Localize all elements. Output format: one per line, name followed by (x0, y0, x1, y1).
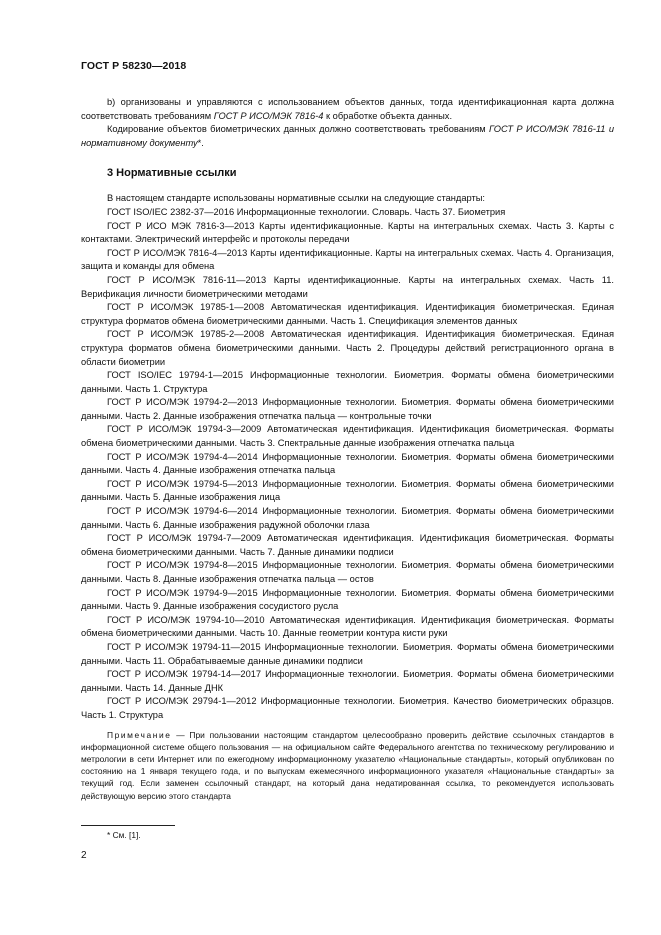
document-body (81, 96, 614, 802)
reference-item: ГОСТ ISO/IEC 19794-1—2015 Информационные технологии. Биометрия. Форматы обмена биометрическими данными. Часть 1. Структура (81, 370, 614, 394)
standard-ref: ГОСТ Р ИСО/МЭК 7816-11 и нормативному документу (81, 124, 614, 148)
page-number: 2 (81, 850, 87, 861)
reference-item: ГОСТ Р ИСО/МЭК 19794-5—2013 Информационные технологии. Биометрия. Форматы обмена биометрическими данными. Часть 5. Данные изображения лица (81, 478, 614, 503)
document-header: ГОСТ Р 58230—2018 (81, 60, 187, 72)
coding-paragraph (81, 123, 614, 150)
list-item-b-text: b) организованы и управляются с использованием объектов данных, тогда идентификационная карта должна соответствовать требованиям (81, 97, 614, 121)
reference-item: ГОСТ Р ИСО/МЭК 19794-4—2014 Информационные технологии. Биометрия. Форматы обмена биометрическими данными. Часть 4. Данные изображения отпечатка пальца (81, 451, 614, 476)
reference-item: ГОСТ Р ИСО/МЭК 19794-3—2009 Автоматическая идентификация. Идентификация биометрическая. Форматы обмена биометрическими данными. Часть 3. Спектральные данные изображения отпечатка пальца (81, 424, 614, 449)
reference-item: ГОСТ Р ИСО/МЭК 19794-9—2015 Информационные технологии. Биометрия. Форматы обмена биометрическими данными. Часть 9. Данные изображения сосудистого русла (81, 587, 614, 612)
coding-text: Кодирование объектов биометрических данных должно соответствовать требованиям (107, 124, 490, 135)
reference-item: ГОСТ Р ИСО/МЭК 19794-10—2010 Автоматическая идентификация. Идентификация биометрическая. Форматы обмена биометрическими данными. Часть 10. Данные геометрии контура кисти руки (81, 614, 614, 639)
section-lead: В настоящем стандарте использованы нормативные ссылки на следующие стандарты: (107, 193, 486, 204)
reference-item: ГОСТ ISO/IEC 2382-37—2016 Информационные технологии. Словарь. Часть 37. Биометрия (107, 206, 506, 217)
list-item-b (81, 96, 614, 123)
reference-item: ГОСТ Р ИСО/МЭК 19794-7—2009 Автоматическая идентификация. Идентификация биометрическая. Форматы обмена биометрическими данными. Часть 7. Данные динамики подписи (81, 533, 614, 557)
reference-item: ГОСТ Р ИСО/МЭК 29794-1—2012 Информационные технологии. Биометрия. Качество биометрических образцов. Часть 1. Структура (81, 696, 614, 720)
note (81, 729, 614, 802)
standard-ref: ГОСТ Р ИСО/МЭК 7816-4 (213, 110, 324, 121)
reference-item: ГОСТ Р ИСО/МЭК 19794-2—2013 Информационные технологии. Биометрия. Форматы обмена биометрическими данными. Часть 2. Данные изображения отпечатка пальца — контрольные точки (81, 397, 614, 421)
reference-item: ГОСТ Р ИСО/МЭК 7816-4—2013 Карты идентификационные. Карты на интегральных схемах. Часть 4. Организация, защита и команды для обмена (81, 247, 614, 272)
reference-item: ГОСТ Р ИСО/МЭК 19785-2—2008 Автоматическая идентификация. Идентификация биометрическая. Единая структура форматов обмена биометрическими данными. Часть 2. Процедуры действий регистрационного органа в области биометрии (81, 329, 614, 367)
list-item-b-tail: к обработке объекта данных. (323, 110, 453, 121)
footnote: * См. [1]. (107, 830, 141, 840)
reference-item: ГОСТ Р ИСО/МЭК 19794-14—2017 Информационные технологии. Биометрия. Форматы обмена биометрическими данными. Часть 14. Данные ДНК (81, 669, 614, 693)
reference-item: ГОСТ Р ИСО/МЭК 7816-11—2013 Карты идентификационные. Карты на интегральных схемах. Часть 11. Верификация личности биометрическими методами (81, 274, 614, 299)
reference-item: ГОСТ Р ИСО/МЭК 19794-8—2015 Информационные технологии. Биометрия. Форматы обмена биометрическими данными. Часть 8. Данные изображения отпечатка пальца — остов (81, 560, 614, 584)
footnote-divider (81, 825, 175, 826)
note-text: — При пользовании настоящим стандартом целесообразно проверить действие ссылочных стандартов в информационной системе общего пользования — на официальном сайте Федерального агентства по техническому регулированию и метрологии в сети Интернет или по ежегодному информационному указателю «Национальные стандарты», который опубликован по состоянию на 1 января текущего года, и по выпускам ежемесячного информационного указателя «Национальные стандарты» за текущий год. Если заменен ссылочный стандарт, на который дана недатированная ссылка, то рекомендуется использовать действующую версию этого стандарта (81, 729, 614, 801)
section-heading: 3 Нормативные ссылки (107, 167, 237, 180)
note-label: Примечание (107, 729, 172, 740)
reference-item: ГОСТ Р ИСО/МЭК 19794-6—2014 Информационные технологии. Биометрия. Форматы обмена биометрическими данными. Часть 6. Данные изображения радужной оболочки глаза (81, 506, 614, 530)
reference-item: ГОСТ Р ИСО/МЭК 19785-1—2008 Автоматическая идентификация. Идентификация биометрическая. Единая структура форматов обмена биометрическими данными. Часть 1. Спецификация элементов данных (81, 302, 614, 326)
reference-item: ГОСТ Р ИСО/МЭК 19794-11—2015 Информационные технологии. Биометрия. Форматы обмена биометрическими данными. Часть 11. Обрабатываемые данные динамики подписи (81, 641, 614, 666)
coding-tail: *. (197, 137, 204, 148)
reference-item: ГОСТ Р ИСО МЭК 7816-3—2013 Карты идентификационные. Карты на интегральных схемах. Часть 3. Карты с контактами. Электрический интерфейс и протоколы передачи (81, 220, 614, 245)
